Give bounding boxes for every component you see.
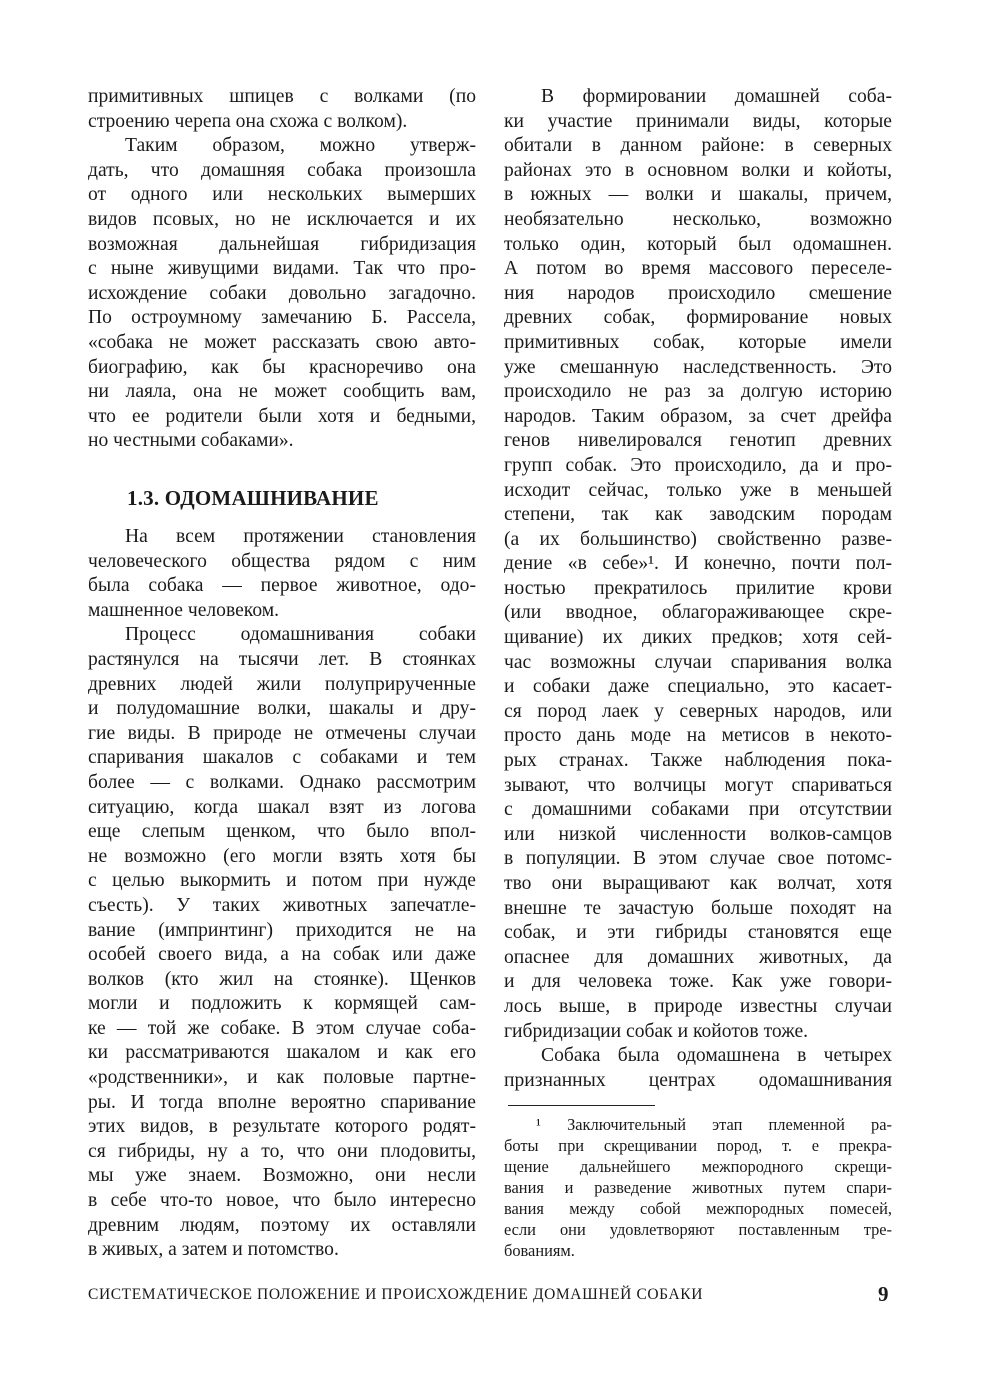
text-line: если они удовлетворяют поставленным тре- — [504, 1220, 892, 1239]
text-line: щивание) их диких предков; хотя сей- — [504, 627, 892, 649]
text-line: ¹ Заключительный этап племенной ра- — [536, 1115, 892, 1134]
text-line: не возможно (его могли взять хотя бы — [88, 845, 476, 867]
text-line: (а их большинство) свойственно разве- — [504, 528, 892, 550]
text-line: или низкой численности волков-самцов — [504, 823, 892, 845]
text-line: ся гибриды, ну а то, что они плодовиты, — [88, 1140, 476, 1162]
text-line: час возможны случаи спаривания волка — [504, 651, 892, 673]
text-line: только один, который был одомашнен. — [504, 233, 892, 255]
text-line: происходило не раз за долгую историю — [504, 381, 892, 403]
text-line: ностью прекратилось прилитие крови — [504, 577, 892, 599]
text-line: опаснее для домашних животных, да — [504, 946, 892, 968]
running-head: СИСТЕМАТИЧЕСКОЕ ПОЛОЖЕНИЕ И ПРОИСХОЖДЕНИЕ ДОМАШНЕЙ СОБАКИ — [88, 1286, 704, 1303]
text-line: исходит сейчас, только уже в меньшей — [504, 479, 892, 501]
text-line: в живых, а затем и потомство. — [88, 1239, 339, 1261]
text-line: Таким образом, можно утверж- — [125, 135, 476, 157]
text-line: съесть). У таких животных запечатле- — [88, 894, 476, 916]
text-line: ни лаяла, она не может сообщить вам, — [88, 381, 476, 403]
text-line: с целью выкормить и потом при нужде — [88, 870, 476, 892]
text-line: мы уже знаем. Возможно, они несли — [88, 1165, 476, 1187]
text-line: этих видов, в результате которого родят- — [88, 1116, 476, 1138]
text-line: особей своего вида, а на собак или даже — [88, 944, 476, 966]
text-line: степени, так как заводским породам — [504, 504, 892, 526]
text-line: В формировании домашней соба- — [541, 86, 892, 107]
text-line: машненное человеком. — [88, 599, 280, 621]
text-line: «собака не может рассказать свою авто- — [88, 331, 476, 353]
text-line: вания и разведение животных путем спари- — [504, 1178, 892, 1197]
text-line: ке — той же собаке. В этом случае соба- — [88, 1017, 476, 1039]
text-line: примитивных собак, которые имели — [504, 331, 892, 353]
text-line: гие виды. В природе не отмечены случаи — [88, 722, 476, 744]
text-line: обитали в данном районе: в северных — [504, 135, 892, 157]
paragraph — [88, 525, 476, 623]
text-line: могли и подложить к кормящей сам- — [88, 993, 476, 1015]
paragraph — [504, 1044, 892, 1093]
text-line: уже смешанную наследственность. Это — [504, 356, 892, 378]
page-number: 9 — [878, 1282, 889, 1306]
text-line: видов псовых, но не исключается и их — [88, 208, 476, 230]
text-line: исхождение собаки довольно загадочно. — [88, 282, 476, 304]
text-line: строению черепа она схожа с волком). — [88, 110, 408, 132]
text-line: спаривания шакалов с собаками и тем — [88, 747, 476, 769]
text-line: более — с волками. Однако рассмотрим — [88, 771, 476, 793]
paragraph — [504, 85, 892, 1044]
text-line: районах это в основном волки и койоты, — [504, 159, 892, 181]
text-line: лось выше, в природе известны случаи — [504, 995, 892, 1017]
text-line: и полудомашние волки, шакалы и дру- — [88, 698, 476, 720]
text-line: зывают, что волчицы могут спариваться — [504, 774, 892, 796]
text-line: рых странах. Также наблюдения пока- — [504, 750, 892, 772]
text-line: древним людям, поэтому их оставляли — [88, 1214, 476, 1236]
text-line: растянулся на тысячи лет. В стоянках — [88, 648, 476, 670]
left-column-bottom — [88, 525, 476, 1263]
text-line: в популяции. В этом случае свое потомс- — [504, 848, 892, 870]
text-line: человеческого общества рядом с ним — [88, 550, 476, 572]
text-line: что ее родители были хотя и бедными, — [88, 405, 476, 427]
text-line: внешне те зачастую больше походят на — [504, 897, 892, 919]
text-line: но честными собаками». — [88, 430, 294, 452]
text-line: вание (импринтинг) приходится не на — [88, 919, 476, 941]
text-line: На всем протяжении становления — [125, 526, 476, 547]
text-line: генов нивелировался генотип древних — [504, 430, 892, 452]
paragraph — [88, 85, 476, 134]
text-line: биографию, как бы красноречиво она — [88, 356, 476, 378]
text-line: и для человека тоже. Как уже говори- — [504, 971, 892, 993]
paragraph — [504, 1114, 892, 1261]
text-line: в южных — волки и шакалы, причем, — [504, 184, 892, 206]
footnote-divider — [508, 1105, 655, 1106]
text-line: древних людей жили полуприрученные — [88, 673, 476, 695]
text-line: вания между собой межпородных помесей, — [504, 1199, 892, 1218]
text-line: Собака была одомашнена в четырех — [541, 1045, 892, 1067]
text-line: гибридизации собак и койотов тоже. — [504, 1020, 809, 1042]
left-column-top — [88, 85, 476, 454]
text-line: «родственники», и как половые партне- — [88, 1067, 476, 1089]
text-line: (или вводное, облагораживающее скре- — [504, 602, 892, 624]
section-heading: 1.3. ОДОМАШНИВАНИЕ — [127, 486, 379, 510]
text-line: и собаки даже специально, это касает- — [504, 676, 892, 698]
text-line: ния народов происходило смешение — [504, 282, 892, 304]
footnote — [504, 1114, 892, 1261]
text-line: народов. Таким образом, за счет дрейфа — [504, 405, 892, 427]
text-line: с домашними собаками при отсутствии — [504, 799, 892, 821]
text-line: ры. И тогда вполне вероятно спаривание — [88, 1091, 476, 1113]
text-line: собак, и эти гибриды становятся еще — [504, 922, 892, 944]
text-line: боты при скрещивании пород, т. е прекра- — [504, 1136, 892, 1155]
text-line: дение «в себе»¹. И конечно, почти пол- — [504, 553, 892, 575]
text-line: ситуацию, когда шакал взят из логова — [88, 796, 476, 818]
text-line: ки участие принимали виды, которые — [504, 110, 892, 132]
text-line: По остроумному замечанию Б. Рассела, — [88, 307, 476, 329]
right-column — [504, 85, 892, 1093]
text-line: с ныне живущими видами. Так что про- — [88, 258, 476, 280]
text-line: дать, что домашняя собака произошла — [88, 159, 476, 181]
text-line: просто дань моде на метисов в некото- — [504, 725, 892, 747]
text-line: примитивных шпицев с волками (по — [88, 86, 476, 107]
text-line: была собака — первое животное, одо- — [88, 575, 476, 597]
text-line: А потом во время массового переселе- — [504, 258, 892, 280]
text-line: еще слепым щенком, что было впол- — [88, 821, 476, 843]
text-line: тво они выращивают как волчат, хотя — [504, 873, 892, 894]
text-line: ки рассматриваются шакалом и как его — [88, 1042, 476, 1064]
text-line: признанных центрах одомашнивания — [504, 1069, 892, 1091]
text-line: ся пород лаек у северных народов, или — [504, 700, 892, 722]
text-line: Процесс одомашнивания собаки — [125, 624, 476, 646]
text-line: древних собак, формирование новых — [504, 307, 892, 329]
text-line: бованиям. — [504, 1241, 575, 1260]
text-line: от одного или нескольких вымерших — [88, 184, 476, 206]
text-line: в себе что-то новое, что было интересно — [88, 1190, 476, 1212]
text-line: возможная дальнейшая гибридизация — [88, 233, 476, 255]
text-line: групп собак. Это происходило, да и про- — [504, 454, 892, 476]
text-line: волков (кто жил на стоянке). Щенков — [88, 968, 476, 990]
paragraph — [88, 134, 476, 454]
paragraph — [88, 623, 476, 1262]
text-line: щение дальнейшего межпородного скрещи- — [504, 1157, 892, 1176]
text-line: необязательно несколько, возможно — [504, 208, 892, 230]
